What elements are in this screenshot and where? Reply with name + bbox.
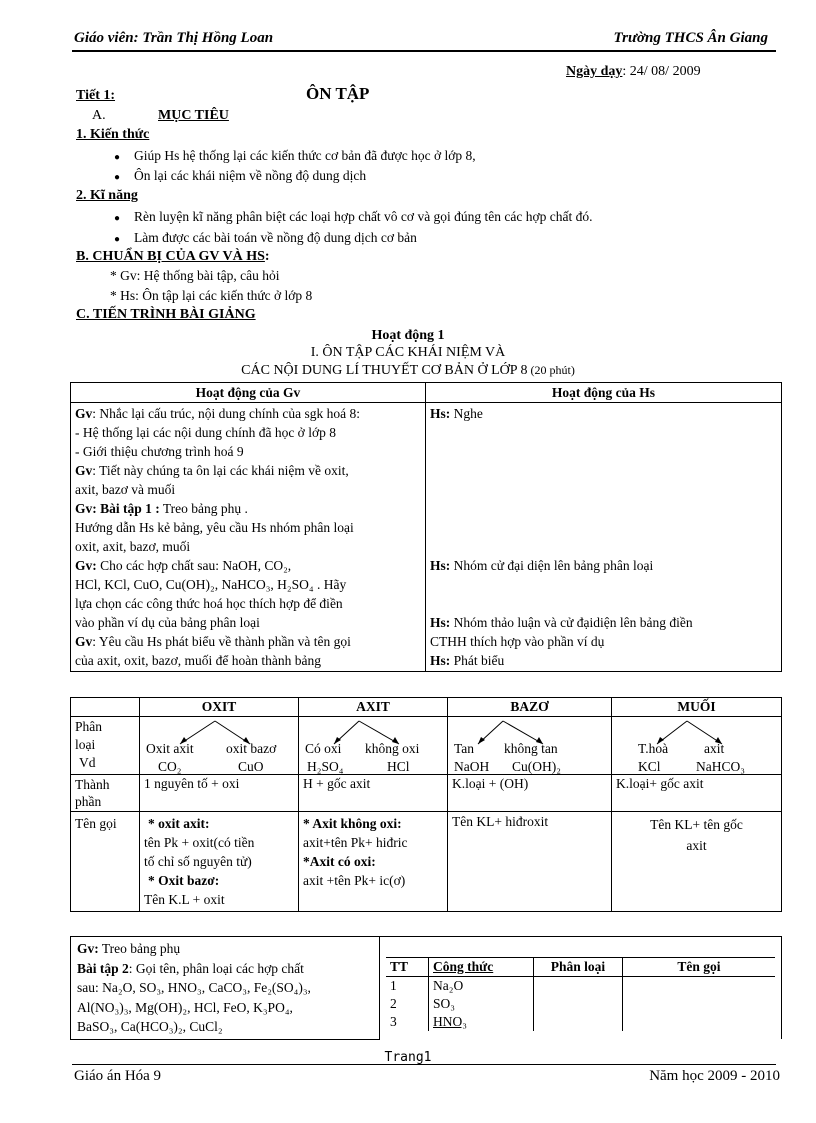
activity-line: [430, 632, 777, 651]
activity-line: [430, 518, 777, 537]
header-school: Trường THCS Ân Giang: [613, 30, 768, 46]
activity-line: [430, 651, 777, 670]
footer-right: Năm học 2009 - 2010: [649, 1068, 780, 1084]
header-rule: [72, 50, 776, 52]
bazo-ex-soluble: NaOH: [454, 759, 490, 774]
bazo-classify: [448, 717, 612, 775]
axit-type-nonoxy: không oxi: [365, 741, 420, 756]
date-value: : 24/ 08/ 2009: [622, 64, 701, 79]
line-text: Treo bảng phụ .: [159, 501, 248, 516]
header-teacher: Giáo viên: Trần Thị Hồng Loan: [74, 30, 274, 46]
row-classify: [534, 995, 623, 1013]
naming-line: tố chỉ số nguyên tử): [144, 854, 252, 869]
axit-composition: H + gốc axit: [299, 775, 448, 812]
activity-line: [430, 556, 777, 575]
activity-line: [75, 423, 421, 442]
date-line: [566, 64, 701, 80]
line-text: axit, bazơ và muối: [75, 482, 176, 497]
row-num: 3: [386, 1013, 429, 1031]
activity-line: [430, 423, 777, 442]
line-text: của axit, oxit, bazơ, muối để hoàn thành bảng: [75, 653, 321, 668]
bold-prefix: Hs:: [430, 615, 451, 630]
naming-line: Tên K.L + oxit: [144, 892, 225, 907]
activity-line: [430, 461, 777, 480]
activity-line: [75, 461, 421, 480]
activity-line: [430, 537, 777, 556]
activity-line: [75, 613, 421, 632]
activity-label: Hoạt động 1: [371, 328, 445, 343]
col-name: Tên gọi: [623, 958, 776, 977]
activity-line2-wrap: [0, 363, 816, 379]
bold-prefix: Hs:: [430, 406, 451, 421]
label-line: Phân: [75, 719, 102, 734]
bold-prefix: Gv: Bài tập 1 :: [75, 501, 160, 516]
oxit-ex-base: CuO: [238, 759, 264, 774]
bazo-type-insoluble: không tan: [504, 741, 558, 756]
activity-line: [75, 404, 421, 423]
bold-prefix: Gv: [75, 463, 93, 478]
activity-line: [75, 651, 421, 670]
skills-item: Làm được các bài toán về nồng độ dung dịch cơ bản: [134, 230, 417, 245]
activity-line2: CÁC NỘI DUNG LÍ THUYẾT CƠ BẢN Ở LỚP 8: [241, 363, 528, 378]
header-oxit: OXIT: [140, 698, 299, 717]
header-bazo: BAZƠ: [448, 698, 612, 717]
bullet-icon: ●: [114, 234, 121, 245]
line-text: Nghe: [450, 406, 483, 421]
naming-line: tên Pk + oxit(có tiền: [144, 835, 255, 850]
muoi-ex-neutral: KCl: [638, 759, 661, 774]
naming-line: axit +tên Pk+ ic(ơ): [303, 873, 406, 888]
line-text: Hướng dẫn Hs kẻ bảng, yêu cầu Hs nhóm phân loại: [75, 520, 354, 535]
activity-line: [75, 537, 421, 556]
activity-line: [75, 518, 421, 537]
oxit-naming: [140, 812, 299, 912]
bazo-type-soluble: Tan: [454, 741, 475, 756]
activity-line: [75, 594, 421, 613]
bazo-ex-insoluble: Cu(OH)₂: [512, 759, 561, 774]
activity-line: [75, 575, 421, 594]
bullet-icon: ●: [114, 172, 121, 183]
row-num: 2: [386, 995, 429, 1013]
header-muoi: MUỐI: [612, 698, 782, 717]
row-label-naming: Tên gọi: [71, 812, 140, 912]
activity-table: [70, 382, 782, 672]
prep-hs: * Hs: Ôn tập lại các kiến thức ở lớp 8: [110, 288, 313, 303]
line-text: - Hệ thống lại các nội dung chính đã học ở lớp 8: [75, 425, 336, 440]
row-formula: HNO₃: [429, 1013, 534, 1031]
line-text: Nhóm cử đại diện lên bảng phân loại: [450, 558, 654, 573]
lesson-period: Tiết 1:: [76, 88, 116, 103]
line-text: Phát biểu: [450, 653, 505, 668]
bold-prefix: Bài tập 2: [77, 960, 129, 976]
label-line: loại: [75, 737, 96, 752]
exercise-line: Al(NO₃)₃, Mg(OH)₂, HCl, FeO, K₃PO₄,: [77, 999, 293, 1015]
line-text: : Tiết này chúng ta ôn lại các khái niệm về oxit,: [92, 463, 349, 478]
prep-gv: * Gv: Hệ thống bài tập, câu hỏi: [110, 268, 280, 283]
section-b: [76, 249, 270, 265]
knowledge-title: 1. Kiến thức: [76, 127, 150, 142]
muoi-type-acid: axit: [704, 741, 725, 756]
axit-naming: [299, 812, 448, 912]
activity-line: [430, 594, 777, 613]
naming-line: * Oxit bazơ:: [148, 873, 220, 888]
answer-table: [386, 957, 775, 1031]
label-line: phần: [75, 794, 102, 809]
row-name: [623, 1013, 776, 1031]
row-name: [623, 995, 776, 1013]
date-label: Ngày dạy: [566, 64, 623, 79]
bold-prefix: Gv:: [75, 558, 97, 573]
line-text: Nhóm thảo luận và cử đạidiện lên bảng điền: [450, 615, 693, 630]
footer-rule: [72, 1064, 776, 1065]
page-number: Trang1: [384, 1050, 432, 1065]
activity-line: [430, 404, 777, 423]
muoi-classify: [612, 717, 782, 775]
line-text: lựa chọn các công thức hoá học thích hợp để điền: [75, 596, 343, 611]
row-classify: [534, 1013, 623, 1031]
exercise-table: [70, 936, 782, 1040]
row-formula: SO₃: [429, 995, 534, 1013]
axit-ex-nonoxy: HCl: [387, 759, 410, 774]
section-a-letter: A.: [92, 108, 106, 123]
knowledge-item: Giúp Hs hệ thống lại các kiến thức cơ bản đã được học ở lớp 8,: [134, 148, 476, 163]
skills-item: Rèn luyện kĩ năng phân biệt các loại hợp chất vô cơ và gọi đúng tên các hợp chất đó.: [134, 209, 593, 224]
oxit-ex-acid: CO₂: [158, 759, 182, 774]
activity-line: [430, 613, 777, 632]
corner-cell: [71, 698, 140, 717]
bullet-icon: ●: [114, 152, 121, 163]
lesson-title: ÔN TẬP: [306, 84, 370, 103]
col-formula: Công thức: [429, 958, 534, 977]
row-classify: [534, 977, 623, 996]
activity-line: [75, 480, 421, 499]
label-line: Thành: [75, 777, 110, 792]
activity-line: [430, 480, 777, 499]
oxit-composition: 1 nguyên tố + oxi: [140, 775, 299, 812]
col-gv-header: Hoạt động của Gv: [71, 383, 426, 403]
gv-activity-cell: [71, 403, 426, 672]
section-b-colon: :: [264, 249, 270, 264]
line-text: vào phần ví dụ của bảng phân loại: [75, 615, 260, 630]
line-text: : Yêu cầu Hs phát biểu về thành phần và tên gọi: [92, 634, 351, 649]
activity-line: [430, 575, 777, 594]
activity-line: [430, 499, 777, 518]
naming-line: * Axit không oxi:: [303, 816, 402, 831]
naming-line: Tên KL+ tên gốc: [650, 817, 743, 832]
activity-line: [430, 442, 777, 461]
axit-type-oxy: Có oxi: [305, 741, 342, 756]
classification-table: [70, 697, 782, 912]
activity-line: [75, 632, 421, 651]
exercise-line: sau: Na₂O, SO₃, HNO₃, CaCO₃, Fe₂(SO₄)₃,: [77, 980, 311, 995]
muoi-naming: [612, 812, 782, 912]
activity-line1: I. ÔN TẬP CÁC KHÁI NIỆM VÀ: [310, 345, 506, 360]
row-num: 1: [386, 977, 429, 996]
naming-line: *Axit có oxi:: [303, 854, 376, 869]
naming-line: axit: [686, 838, 707, 853]
bold-prefix: Hs:: [430, 653, 451, 668]
oxit-type-base: oxit bazơ: [226, 741, 277, 756]
section-c-title: C. TIẾN TRÌNH BÀI GIẢNG: [76, 307, 256, 322]
oxit-type-acid: Oxit axit: [146, 741, 194, 756]
footer-left: Giáo án Hóa 9: [74, 1068, 162, 1084]
activity-line: [75, 556, 421, 575]
header-axit: AXIT: [299, 698, 448, 717]
section-b-title: B. CHUẨN BỊ CỦA GV VÀ HS: [76, 249, 265, 264]
bazo-composition: K.loại + (OH): [448, 775, 612, 812]
section-a-title: MỤC TIÊU: [158, 108, 229, 123]
naming-line: * oxit axit:: [148, 816, 210, 831]
bold-prefix: Gv: [75, 634, 93, 649]
exercise-line: Gv: Treo bảng phụ: [77, 941, 181, 956]
bold-prefix: Gv:: [77, 941, 99, 956]
answer-table-cell: [380, 937, 782, 1040]
activity-line: [75, 499, 421, 518]
skills-title: 2. Kĩ năng: [76, 188, 138, 203]
exercise-description: [71, 937, 380, 1040]
line-text: Cho các hợp chất sau: NaOH, CO₂,: [96, 558, 292, 573]
row-formula: Na₂O: [429, 977, 534, 996]
hs-activity-cell: [426, 403, 782, 672]
naming-line: axit+tên Pk+ hiđric: [303, 835, 408, 850]
bold-prefix: Gv: [75, 406, 93, 421]
row-label-classify: [71, 717, 140, 775]
line-text: : Nhắc lại cấu trúc, nội dung chính của sgk hoá 8:: [92, 406, 360, 421]
exercise-line: BaSO₃, Ca(HCO₃)₂, CuCl₂: [77, 1019, 223, 1034]
col-tt: TT: [386, 958, 429, 977]
bullet-icon: ●: [114, 213, 121, 224]
exercise-line: Bài tập 2: Gọi tên, phân loại các hợp chất: [77, 960, 304, 976]
line-text: CTHH thích hợp vào phần ví dụ: [430, 634, 605, 649]
activity-line: [75, 442, 421, 461]
muoi-type-neutral: T.hoà: [638, 741, 669, 756]
knowledge-item: Ôn lại các khái niệm về nồng độ dung dịch: [134, 168, 367, 183]
axit-classify: [299, 717, 448, 775]
col-hs-header: Hoạt động của Hs: [426, 383, 782, 403]
muoi-ex-acid: NaHCO₃: [696, 759, 745, 774]
activity-time: (20 phút): [527, 363, 575, 377]
bazo-naming: Tên KL+ hiđroxit: [448, 812, 612, 912]
axit-ex-oxy: H₂SO₄: [307, 759, 344, 774]
line-text: oxit, axit, bazơ, muối: [75, 539, 191, 554]
row-name: [623, 977, 776, 996]
oxit-classify: [140, 717, 299, 775]
line-text: - Giới thiệu chương trình hoá 9: [75, 444, 244, 459]
row-label-composition: [71, 775, 140, 812]
col-classify: Phân loại: [534, 958, 623, 977]
muoi-composition: K.loại+ gốc axit: [612, 775, 782, 812]
label-line: Vd: [79, 755, 96, 770]
line-text: HCl, KCl, CuO, Cu(OH)₂, NaHCO₃, H₂SO₄ . Hãy: [75, 577, 347, 592]
bold-prefix: Hs:: [430, 558, 451, 573]
